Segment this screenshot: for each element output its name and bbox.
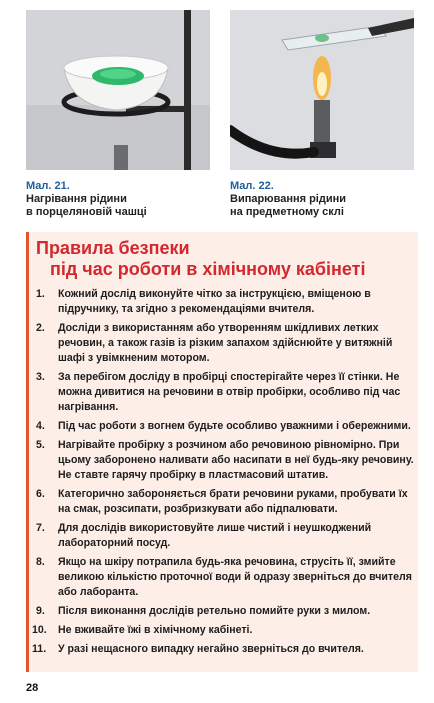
list-item (30, 642, 418, 657)
rule-text: Кожний дослід виконуйте чітко за інструкцією, вміщеною в підручнику, та згідно з рекомендаціями вчителя. (58, 288, 371, 315)
list-item (30, 604, 418, 619)
list-item (30, 370, 418, 415)
section-title-line2: під час роботи в хімічному кабінеті (50, 259, 366, 279)
rules-list (30, 287, 418, 661)
rule-text: Не вживайте їжі в хімічному кабінеті. (58, 624, 253, 636)
photo-glass-slide (230, 10, 414, 170)
page-number: 28 (26, 682, 39, 694)
rule-text: У разі нещасного випадку негайно зверніться до вчителя. (58, 643, 364, 655)
list-item (30, 487, 418, 517)
figure-label: Мал. 21. (26, 180, 70, 192)
figure-text-line2: на предметному склі (230, 206, 344, 218)
list-item (30, 321, 418, 366)
list-item (30, 521, 418, 551)
list-item (30, 555, 418, 600)
list-item (30, 287, 418, 317)
rule-text: Для дослідів використовуйте лише чистий і неушкоджений лабораторний посуд. (58, 522, 372, 549)
rule-number: 8. (36, 556, 45, 568)
rule-text: Категорично забороняється брати речовини руками, пробувати їх на смак, розсипати, розбризкувати або підпалювати. (58, 488, 408, 515)
photo-porcelain-dish (26, 10, 210, 170)
rule-text: Досліди з використанням або утворенням шкідливих летких речовин, а також газів із різким запахом здійснюйте у витяжній шафі з увімкненим мотором. (58, 322, 393, 364)
rule-text: Нагрівайте пробірку з розчином або речовиною рівномірно. При цьому заборонено наливати або насипати в неї будь-яку речовину. Не ставте гарячу пробірку в пластмасовий штатив. (58, 439, 414, 481)
rule-text: Після виконання дослідів ретельно помийте руки з милом. (58, 605, 371, 617)
rule-number: 6. (36, 488, 45, 500)
list-item (30, 438, 418, 483)
figure-text-line2: в порцеляновій чашці (26, 206, 147, 218)
figure-text-line1: Випарювання рідини (230, 193, 347, 205)
figure-text-line1: Нагрівання рідини (26, 193, 127, 205)
rule-number: 11. (32, 643, 47, 655)
rule-text: За перебігом досліду в пробірці спостерігайте через її стінки. Не можна дивитися на речовини в отвір пробірки, особливо під час нагрівання. (58, 371, 401, 413)
section-title-line1: Правила безпеки (36, 238, 190, 258)
figure-label: Мал. 22. (230, 180, 274, 192)
list-item (30, 419, 418, 434)
section-title (36, 238, 396, 280)
rule-number: 4. (36, 420, 45, 432)
rule-number: 7. (36, 522, 45, 534)
rule-number: 5. (36, 439, 45, 451)
rule-number: 1. (36, 288, 45, 300)
rule-number: 10. (32, 624, 47, 636)
rule-number: 2. (36, 322, 45, 334)
figure-caption-22 (230, 180, 420, 219)
rule-number: 3. (36, 371, 45, 383)
rule-number: 9. (36, 605, 45, 617)
rule-text: Якщо на шкіру потрапила будь-яка речовина, струсіть її, змийте великою кількістю проточної води й одразу зверніться до вчителя або лаборанта. (58, 556, 412, 598)
figure-caption-21 (26, 180, 216, 219)
list-item (30, 623, 418, 638)
rule-text: Під час роботи з вогнем будьте особливо уважними і обережними. (58, 420, 411, 432)
